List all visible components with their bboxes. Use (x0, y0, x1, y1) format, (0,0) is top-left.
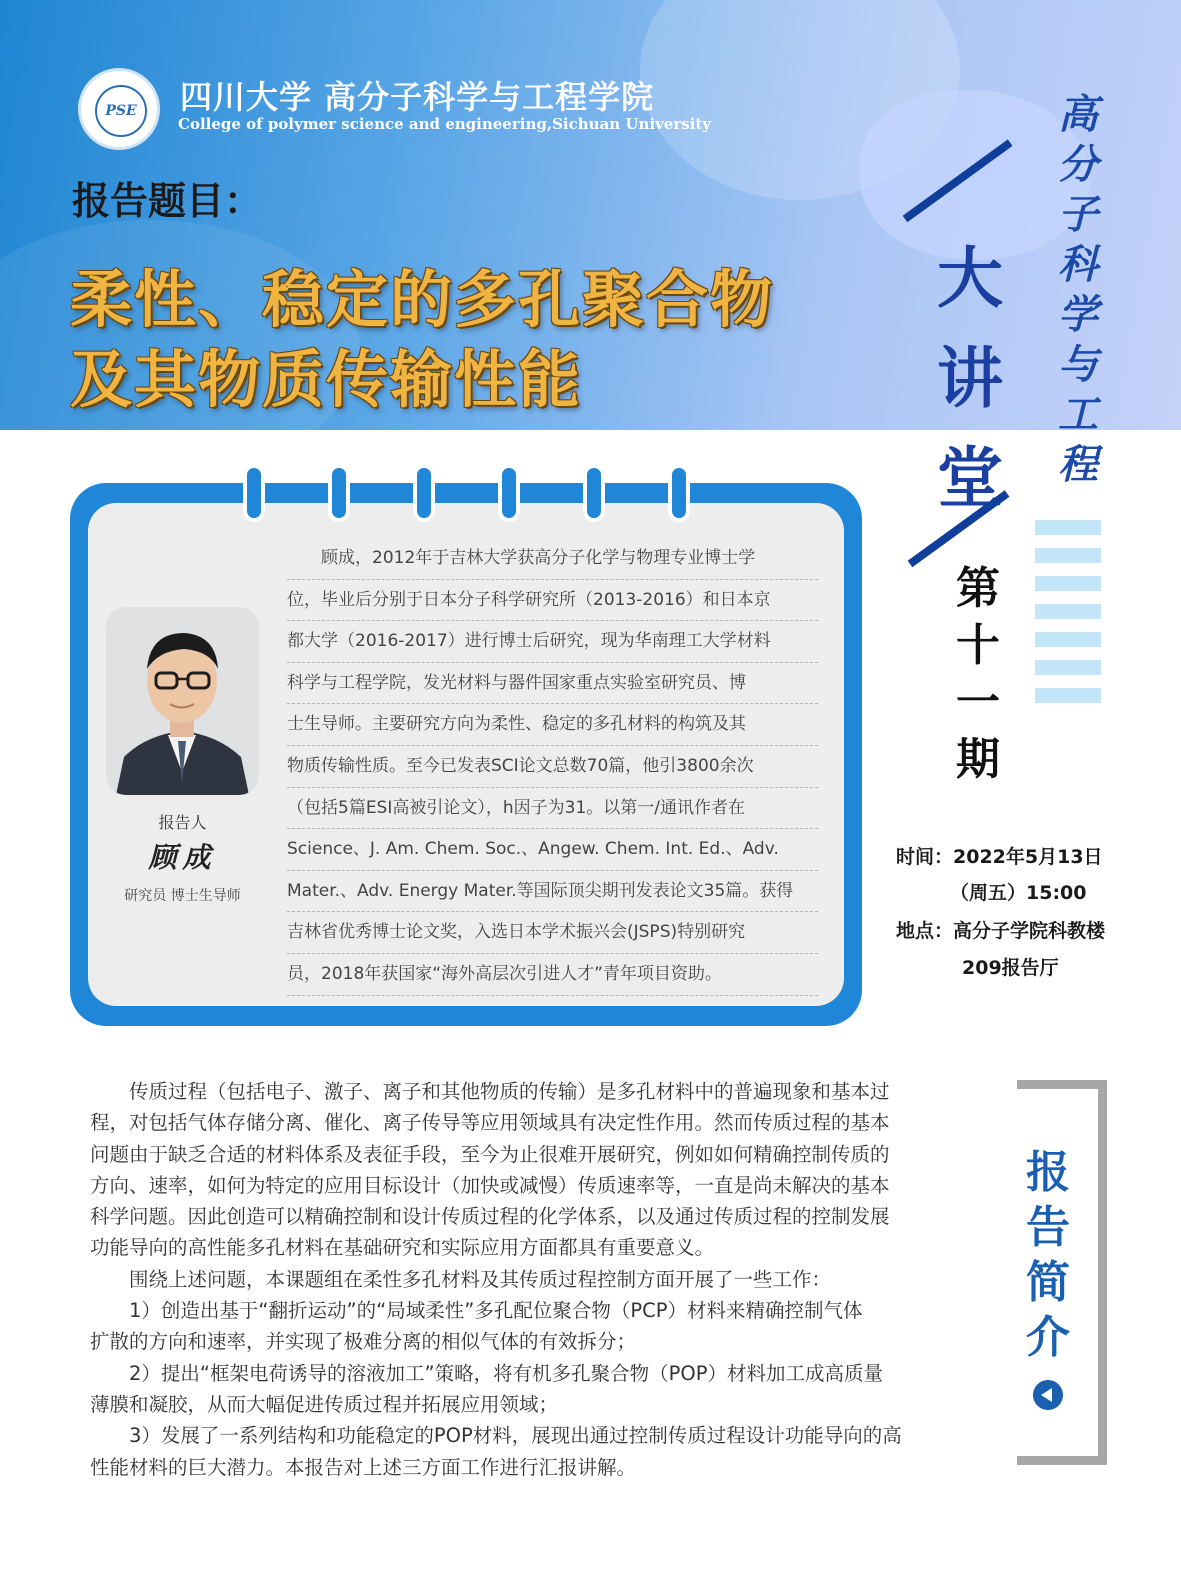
speaker-position: 研究员 博士生导师 (124, 888, 241, 904)
event-place: 地点：高分子学院科教楼 (896, 920, 1106, 942)
bio-line: 科学与工程学院，发光材料与器件国家重点实验室研究员、博 (287, 663, 818, 705)
issue-number (948, 560, 1008, 788)
bio-line: 都大学（2016-2017）进行博士后研究，现为华南理工大学材料 (287, 621, 818, 663)
abstract-line: 方向、速率，如何为特定的应用目标设计（加快或减慢）传质速率等，一直是尚未解决的基本 (90, 1173, 890, 1197)
university-name: 四川大学 高分子科学与工程学院 (180, 78, 655, 116)
series-char: 子 (1058, 191, 1098, 238)
series-char: 与 (1058, 341, 1098, 388)
bio-line: 物质传输性质。至今已发表SCI论文总数70篇，他引3800余次 (287, 746, 818, 788)
speaker-label: 报告人 (158, 813, 207, 832)
intro-heading-char: 告 (1026, 1202, 1070, 1253)
speaker-name: 顾成 (148, 841, 217, 874)
series-char: 分 (1058, 141, 1098, 188)
report-title-label: 报告题目： (72, 179, 263, 223)
intro-heading-char: 介 (1026, 1312, 1070, 1363)
abstract-line: 1）创造出基于“翻折运动”的“局域柔性”多孔配位聚合物（PCP）材料来精确控制气体 (90, 1299, 863, 1323)
play-arrow-icon (1033, 1380, 1063, 1410)
series-name-vertical (1050, 90, 1106, 490)
intro-heading-char: 报 (1026, 1147, 1070, 1198)
abstract-line: 2）提出“框架电荷诱导的溶液加工”策略，将有机多孔聚合物（POP）材料加工成高质量 (90, 1361, 883, 1385)
abstract-line: 传质过程（包括电子、激子、离子和其他物质的传输）是多孔材料中的普遍现象和基本过 (90, 1080, 890, 1103)
logo-emblem: PSE (95, 85, 147, 137)
bio-line: （包括5篇ESI高被引论文），h因子为31。以第一/通讯作者在 (287, 788, 818, 830)
abstract-line: 围绕上述问题，本课题组在柔性多孔材料及其传质过程控制方面开展了一些工作： (90, 1267, 832, 1291)
binder-ring (413, 464, 435, 522)
abstract-line: 性能材料的巨大潜力。本报告对上述三方面工作进行汇报讲解。 (90, 1455, 637, 1479)
bio-line: Mater.、Adv. Energy Mater.等国际顶尖期刊发表论文35篇。获得 (287, 871, 818, 913)
bio-line: 吉林省优秀博士论文奖，入选日本学术振兴会(JSPS)特别研究 (287, 912, 818, 954)
issue-char: 一 (956, 677, 1000, 728)
abstract-line: 功能导向的高性能多孔材料在基础研究和实际应用方面都具有重要意义。 (90, 1236, 715, 1260)
abstract-line: 问题由于缺乏合适的材料体系及表征手段，至今为止很难开展研究，例如如何精确控制传质的 (90, 1142, 890, 1166)
abstract-line: 薄膜和凝胶，从而大幅促进传质过程并拓展应用领域； (90, 1392, 559, 1416)
binder-ring (243, 464, 265, 522)
bio-line: 位，毕业后分别于日本分子科学研究所（2013-2016）和日本京 (287, 580, 818, 622)
speaker-portrait (106, 607, 259, 795)
series-char: 工 (1058, 391, 1098, 438)
abstract-line: 科学问题。因此创造可以精确控制和设计传质过程的化学体系，以及通过传质过程的控制发展 (90, 1205, 890, 1229)
report-title-line2: 及其物质传输性能 (70, 343, 583, 416)
binder-ring (498, 464, 520, 522)
binder-ring (328, 464, 350, 522)
lecture-hall-title (930, 228, 1010, 528)
abstract-line: 扩散的方向和速率，并实现了极难分离的相似气体的有效拆分； (90, 1330, 637, 1354)
event-time: 时间：2022年5月13日 (896, 846, 1103, 868)
issue-char: 第 (956, 563, 1000, 614)
event-time-weekday: （周五）15:00 (950, 882, 1087, 904)
bio-line: 员，2018年获国家“海外高层次引进人才”青年项目资助。 (287, 954, 818, 996)
lecture-char: 堂 (937, 439, 1003, 517)
series-char: 科 (1058, 241, 1098, 288)
abstract-text (90, 1076, 1000, 1483)
university-logo (78, 68, 160, 150)
event-room: 209报告厅 (962, 957, 1059, 979)
intro-heading (1020, 1145, 1076, 1365)
intro-heading-char: 简 (1026, 1257, 1070, 1308)
series-char: 高 (1058, 91, 1098, 138)
bio-line: 顾成，2012年于吉林大学获高分子化学与物理专业博士学 (287, 538, 818, 580)
lecture-char: 大 (937, 239, 1003, 317)
series-char: 学 (1058, 291, 1098, 338)
university-name-en: College of polymer science and engineering,Sichuan University (178, 115, 712, 133)
abstract-line: 3）发展了一系列结构和功能稳定的POP材料，展现出通过控制传质过程设计功能导向的高 (90, 1424, 902, 1448)
abstract-line: 程，对包括气体存储分离、催化、离子传导等应用领域具有决定性作用。然而传质过程的基本 (90, 1111, 890, 1135)
binder-ring (583, 464, 605, 522)
issue-char: 十 (956, 620, 1000, 671)
decor-stripes (1035, 520, 1101, 716)
lecture-char: 讲 (937, 339, 1003, 417)
issue-char: 期 (956, 734, 1000, 785)
speaker-photo (106, 607, 259, 795)
speaker-bio (287, 538, 818, 996)
bio-line: Science、J. Am. Chem. Soc.、Angew. Chem. Int. Ed.、Adv. (287, 829, 818, 871)
report-title-line1: 柔性、稳定的多孔聚合物 (70, 263, 775, 336)
series-char: 程 (1058, 441, 1098, 488)
bio-line: 士生导师。主要研究方向为柔性、稳定的多孔材料的构筑及其 (287, 704, 818, 746)
binder-ring (668, 464, 690, 522)
